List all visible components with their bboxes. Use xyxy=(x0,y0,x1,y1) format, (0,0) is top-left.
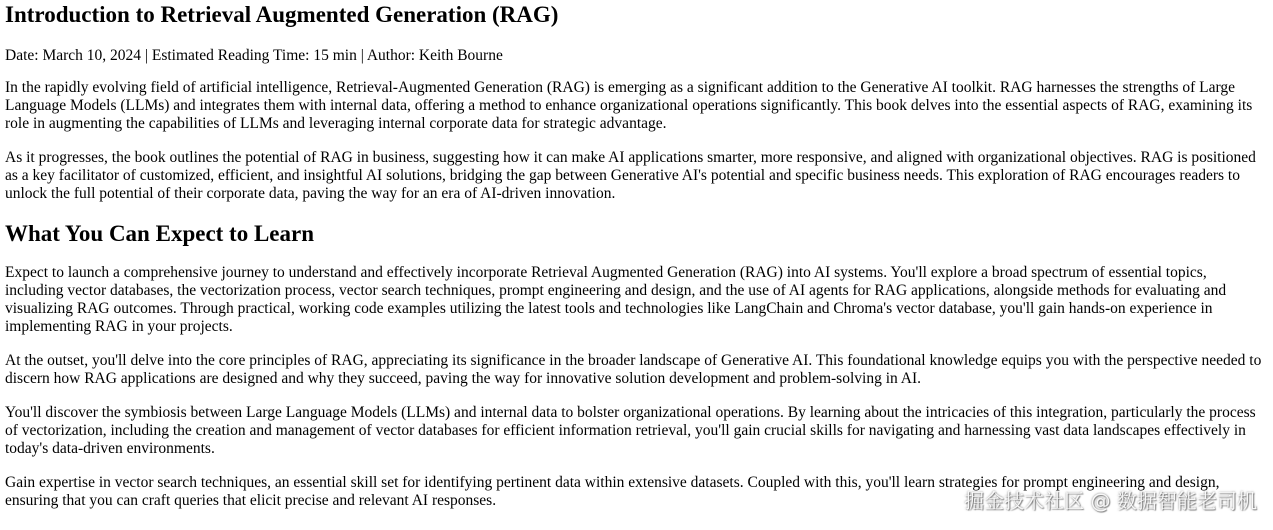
article-title: Introduction to Retrieval Augmented Generation (RAG) xyxy=(5,2,559,27)
section-paragraph: You'll discover the symbiosis between Large Language Models (LLMs) and internal data to bolster organizational operations. By learning about the intricacies of this integration, particularly the process of vectorization, including the creation and management of vector databases for efficient information retrieval, you'll gain crucial skills for navigating and harnessing vast data landscapes effectively in today's data-driven environments. xyxy=(5,404,1256,457)
intro-paragraph: As it progresses, the book outlines the potential of RAG in business, suggesting how it can make AI applications smarter, more responsive, and aligned with organizational objectives. RAG is positioned as a key facilitator of customized, efficient, and insightful AI solutions, bridging the gap between Generative AI's potential and specific business needs. This exploration of RAG encourages readers to unlock the full potential of their corporate data, paving the way for an era of AI-driven innovation. xyxy=(5,149,1256,202)
article-meta: Date: March 10, 2024 | Estimated Reading Time: 15 min | Author: Keith Bourne xyxy=(5,47,503,64)
section-heading: What You Can Expect to Learn xyxy=(5,221,315,246)
section-paragraph: At the outset, you'll delve into the core principles of RAG, appreciating its significance in the broader landscape of Generative AI. This foundational knowledge equips you with the perspective needed to discern how RAG applications are designed and why they succeed, paving the way for innovative solution development and problem-solving in AI. xyxy=(5,352,1262,387)
watermark: 掘金技术社区 @ 数据智能老司机 xyxy=(964,489,1257,513)
section-paragraph: Expect to launch a comprehensive journey to understand and effectively incorporate Retrieval Augmented Generation (RAG) into AI systems. You'll explore a broad spectrum of essential topics, including vector databases, the vectorization process, vector search techniques, prompt engineering and design, and the use of AI agents for RAG applications, alongside methods for evaluating and visualizing RAG outcomes. Through practical, working code examples utilizing the latest tools and technologies like LangChain and Chroma's vector database, you'll gain hands-on experience in implementing RAG in your projects. xyxy=(5,264,1227,335)
section-paragraph: Gain expertise in vector search techniques, an essential skill set for identifying pertinent data within extensive datasets. Coupled with this, you'll learn strategies for prompt engineering and design, ensuring that you can craft queries that elicit precise and relevant AI responses. xyxy=(5,474,1220,509)
intro-paragraph: In the rapidly evolving field of artificial intelligence, Retrieval-Augmented Generation (RAG) is emerging as a significant addition to the Generative AI toolkit. RAG harnesses the strengths of Large Language Models (LLMs) and integrates them with internal data, offering a method to enhance organizational operations significantly. This book delves into the essential aspects of RAG, examining its role in augmenting the capabilities of LLMs and leveraging internal corporate data for strategic advantage. xyxy=(5,79,1253,132)
